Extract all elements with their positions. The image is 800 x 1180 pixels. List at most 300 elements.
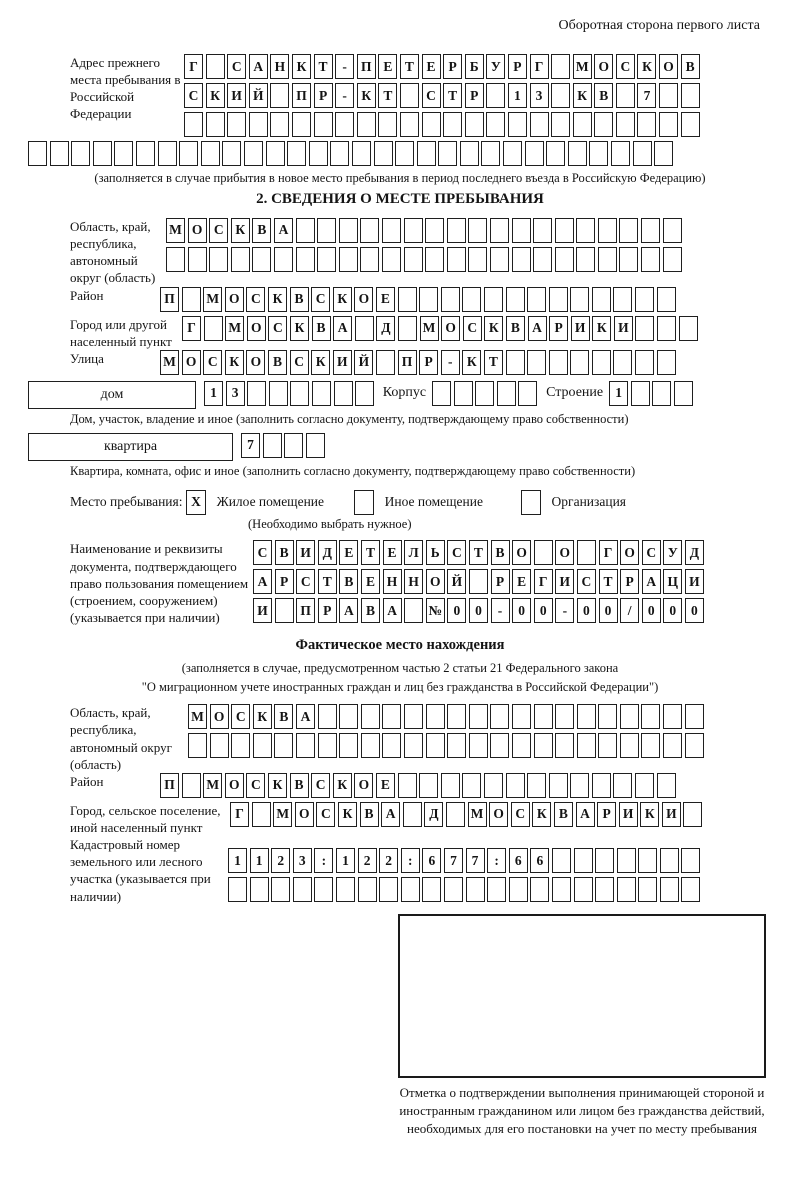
checkbox-other-premises xyxy=(354,490,374,515)
option-other-premises-label: Иное помещение xyxy=(384,493,483,509)
char-box: Е xyxy=(378,54,397,79)
char-box: О xyxy=(225,773,244,798)
char-box xyxy=(635,287,654,312)
char-box xyxy=(50,141,69,166)
char-box xyxy=(573,112,592,137)
char-box xyxy=(339,704,358,729)
char-box: Е xyxy=(376,287,395,312)
char-box xyxy=(657,773,676,798)
char-box xyxy=(336,877,355,902)
char-box xyxy=(659,83,678,108)
char-box xyxy=(570,773,589,798)
char-box xyxy=(400,83,419,108)
char-box: О xyxy=(441,316,460,341)
char-box xyxy=(616,112,635,137)
char-box xyxy=(312,381,331,406)
char-box xyxy=(589,141,608,166)
char-box xyxy=(432,381,451,406)
char-box: - xyxy=(335,83,354,108)
char-box: А xyxy=(339,598,358,623)
region-block xyxy=(8,218,792,287)
char-box: Л xyxy=(404,540,423,565)
char-box xyxy=(616,83,635,108)
char-box: В xyxy=(360,802,379,827)
char-box: И xyxy=(685,569,704,594)
char-box xyxy=(490,247,509,272)
actual-region-label: Область, край, республика, автономный округ (область) xyxy=(70,705,172,772)
char-box xyxy=(592,350,611,375)
char-box xyxy=(552,877,571,902)
stamp-caption: Отметка о подтверждении выполнения принимающей стороной и иностранным гражданином или лицом без гражданства действий, необходимых для его постановки на учет по месту пребывания xyxy=(399,1085,765,1136)
char-box: А xyxy=(253,569,272,594)
char-box: 2 xyxy=(358,848,377,873)
char-box xyxy=(179,141,198,166)
actual-region-block xyxy=(8,704,792,773)
char-box xyxy=(594,112,613,137)
char-box: Р xyxy=(620,569,639,594)
char-box: О xyxy=(555,540,574,565)
char-box: К xyxy=(573,83,592,108)
char-box xyxy=(188,733,207,758)
char-box: - xyxy=(555,598,574,623)
char-box xyxy=(269,381,288,406)
char-box xyxy=(506,773,525,798)
char-box xyxy=(598,247,617,272)
char-box: К xyxy=(231,218,250,243)
char-box xyxy=(398,773,417,798)
document-row-1 xyxy=(253,540,706,565)
char-box: В xyxy=(275,540,294,565)
char-box: И xyxy=(555,569,574,594)
char-box: К xyxy=(268,773,287,798)
district-label: Район xyxy=(70,287,104,303)
region-row-1 xyxy=(166,218,684,243)
char-box: В xyxy=(554,802,573,827)
char-box: И xyxy=(227,83,246,108)
char-box xyxy=(460,141,479,166)
document-row-2 xyxy=(253,569,706,594)
char-box xyxy=(657,316,676,341)
char-box: 0 xyxy=(512,598,531,623)
char-box: А xyxy=(383,598,402,623)
char-box xyxy=(598,704,617,729)
char-box: 0 xyxy=(447,598,466,623)
char-box xyxy=(244,141,263,166)
char-box: О xyxy=(594,54,613,79)
char-box xyxy=(417,141,436,166)
char-box xyxy=(376,350,395,375)
char-box xyxy=(400,112,419,137)
char-box xyxy=(293,877,312,902)
char-box xyxy=(657,287,676,312)
char-box xyxy=(619,218,638,243)
char-box xyxy=(681,83,700,108)
char-box xyxy=(577,540,596,565)
char-box: Т xyxy=(314,54,333,79)
char-box xyxy=(576,247,595,272)
char-box xyxy=(454,381,473,406)
char-box: 0 xyxy=(685,598,704,623)
char-box xyxy=(317,218,336,243)
char-box xyxy=(486,83,505,108)
char-box xyxy=(635,316,654,341)
street-label: Улица xyxy=(70,350,104,366)
char-box: 7 xyxy=(637,83,656,108)
char-box xyxy=(620,704,639,729)
char-box: 1 xyxy=(250,848,269,873)
char-box: С xyxy=(616,54,635,79)
char-box xyxy=(685,704,704,729)
char-box: С xyxy=(463,316,482,341)
char-box xyxy=(446,802,465,827)
char-box xyxy=(426,733,445,758)
char-box xyxy=(274,247,293,272)
char-box: М xyxy=(273,802,292,827)
char-box xyxy=(509,877,528,902)
char-box xyxy=(253,733,272,758)
prev-address-row-4 xyxy=(28,141,792,166)
char-box xyxy=(530,877,549,902)
char-box: 2 xyxy=(271,848,290,873)
char-box xyxy=(249,112,268,137)
char-box: Е xyxy=(361,569,380,594)
char-box: 0 xyxy=(663,598,682,623)
char-box xyxy=(486,112,505,137)
char-box: - xyxy=(491,598,510,623)
char-box xyxy=(274,733,293,758)
char-box xyxy=(503,141,522,166)
char-box: 6 xyxy=(509,848,528,873)
char-box: С xyxy=(203,350,222,375)
char-box xyxy=(378,112,397,137)
char-box: 0 xyxy=(599,598,618,623)
char-box xyxy=(227,112,246,137)
char-box xyxy=(275,598,294,623)
char-box xyxy=(555,704,574,729)
char-box xyxy=(444,877,463,902)
char-box xyxy=(379,877,398,902)
actual-district-block xyxy=(8,773,792,802)
char-box xyxy=(222,141,241,166)
char-box: М xyxy=(468,802,487,827)
korpus-label: Корпус xyxy=(382,384,427,400)
char-box: К xyxy=(338,802,357,827)
char-box xyxy=(527,287,546,312)
char-box xyxy=(355,381,374,406)
char-box xyxy=(201,141,220,166)
char-box: Т xyxy=(378,83,397,108)
char-box xyxy=(527,350,546,375)
char-box xyxy=(403,802,422,827)
char-box: В xyxy=(491,540,510,565)
char-box: А xyxy=(642,569,661,594)
char-box xyxy=(527,773,546,798)
char-box: О xyxy=(659,54,678,79)
house-note: Дом, участок, владение и иное (заполнить согласно документу, подтверждающему право собственности) xyxy=(70,411,629,426)
apartment-note: Квартира, комната, офис и иное (заполнить согласно документу, подтверждающему право собственности) xyxy=(70,463,636,478)
char-box xyxy=(549,773,568,798)
char-box: Н xyxy=(404,569,423,594)
char-box xyxy=(318,733,337,758)
char-box xyxy=(592,773,611,798)
char-box xyxy=(674,381,693,406)
city-label: Город или другой населенный пункт xyxy=(70,316,172,349)
char-box: А xyxy=(274,218,293,243)
char-box xyxy=(419,287,438,312)
char-box: А xyxy=(249,54,268,79)
char-box: С xyxy=(227,54,246,79)
char-box: С xyxy=(209,218,228,243)
char-box xyxy=(441,287,460,312)
char-box xyxy=(252,247,271,272)
stamp-area xyxy=(398,914,766,1078)
house-block xyxy=(8,381,792,410)
section2-title: 2. СВЕДЕНИЯ О МЕСТЕ ПРЕБЫВАНИЯ xyxy=(256,190,544,207)
char-box xyxy=(549,287,568,312)
char-box xyxy=(447,247,466,272)
char-box xyxy=(681,848,700,873)
char-box: - xyxy=(335,54,354,79)
char-box: 7 xyxy=(444,848,463,873)
char-box: С xyxy=(184,83,203,108)
char-box: Д xyxy=(685,540,704,565)
char-box xyxy=(530,112,549,137)
char-box: И xyxy=(296,540,315,565)
prev-address-row-3 xyxy=(184,112,702,137)
char-box xyxy=(685,733,704,758)
char-box xyxy=(598,733,617,758)
char-box xyxy=(404,247,423,272)
char-box xyxy=(620,733,639,758)
char-box xyxy=(490,218,509,243)
char-box: Т xyxy=(484,350,503,375)
char-box xyxy=(631,381,650,406)
char-box xyxy=(484,773,503,798)
char-box xyxy=(425,218,444,243)
char-box: С xyxy=(642,540,661,565)
char-box xyxy=(683,802,702,827)
prev-address-row-1 xyxy=(184,54,702,79)
char-box xyxy=(659,112,678,137)
char-box xyxy=(570,287,589,312)
char-box: К xyxy=(640,802,659,827)
char-box: П xyxy=(160,287,179,312)
char-box: И xyxy=(571,316,590,341)
char-box xyxy=(158,141,177,166)
stroenie-label: Строение xyxy=(546,384,604,400)
char-box: 2 xyxy=(379,848,398,873)
char-box: Г xyxy=(530,54,549,79)
char-box xyxy=(317,247,336,272)
char-box: К xyxy=(311,350,330,375)
char-box xyxy=(577,733,596,758)
option-organization-label: Организация xyxy=(551,493,627,509)
char-box xyxy=(551,54,570,79)
char-box xyxy=(551,112,570,137)
char-box: Р xyxy=(318,598,337,623)
char-box: О xyxy=(188,218,207,243)
char-box: - xyxy=(441,350,460,375)
char-box xyxy=(506,287,525,312)
char-box: 0 xyxy=(469,598,488,623)
char-box: К xyxy=(357,83,376,108)
region-label: Область, край, республика, автономный округ (область) xyxy=(70,218,156,286)
char-box xyxy=(270,112,289,137)
char-box xyxy=(568,141,587,166)
char-box: А xyxy=(333,316,352,341)
char-box xyxy=(296,247,315,272)
char-box xyxy=(570,350,589,375)
char-box: 1 xyxy=(336,848,355,873)
stay-type-block xyxy=(8,490,792,515)
char-box: С xyxy=(316,802,335,827)
char-box: В xyxy=(268,350,287,375)
char-box: Е xyxy=(376,773,395,798)
char-box xyxy=(633,141,652,166)
char-box: С xyxy=(268,316,287,341)
char-box xyxy=(247,381,266,406)
char-box xyxy=(271,877,290,902)
char-box xyxy=(518,381,537,406)
char-box xyxy=(617,848,636,873)
char-box: К xyxy=(268,287,287,312)
char-box xyxy=(398,287,417,312)
char-box xyxy=(577,704,596,729)
char-box: П xyxy=(296,598,315,623)
char-box: И xyxy=(619,802,638,827)
checkbox-organization xyxy=(521,490,541,515)
char-box xyxy=(613,287,632,312)
char-box: М xyxy=(203,287,222,312)
char-box xyxy=(355,316,374,341)
char-box xyxy=(660,877,679,902)
char-box: Г xyxy=(599,540,618,565)
actual-city-label: Город, сельское поселение, иной населенный пункт xyxy=(70,802,221,835)
char-box: Р xyxy=(275,569,294,594)
apartment-cells xyxy=(241,433,327,458)
char-box xyxy=(546,141,565,166)
char-box xyxy=(352,141,371,166)
char-box xyxy=(533,247,552,272)
char-box xyxy=(361,704,380,729)
district-row xyxy=(160,287,678,312)
char-box xyxy=(206,112,225,137)
char-box xyxy=(357,112,376,137)
char-box: Д xyxy=(424,802,443,827)
char-box xyxy=(382,704,401,729)
char-box xyxy=(617,877,636,902)
char-box: В xyxy=(339,569,358,594)
char-box xyxy=(534,733,553,758)
char-box xyxy=(188,247,207,272)
char-box xyxy=(613,773,632,798)
document-block xyxy=(8,540,792,627)
char-box: Р xyxy=(491,569,510,594)
char-box xyxy=(284,433,303,458)
char-box xyxy=(663,704,682,729)
char-box xyxy=(360,247,379,272)
char-box: 0 xyxy=(534,598,553,623)
city-block xyxy=(8,316,792,350)
char-box: 3 xyxy=(530,83,549,108)
actual-region-row-2 xyxy=(188,733,706,758)
char-box xyxy=(441,773,460,798)
char-box xyxy=(469,733,488,758)
char-box: К xyxy=(462,350,481,375)
char-box xyxy=(663,218,682,243)
char-box: 7 xyxy=(466,848,485,873)
char-box: 0 xyxy=(642,598,661,623)
char-box xyxy=(506,350,525,375)
char-box xyxy=(681,112,700,137)
char-box xyxy=(210,733,229,758)
char-box: К xyxy=(290,316,309,341)
actual-location-note-1: (заполняется в случае, предусмотренном частью 2 статьи 21 Федерального закона xyxy=(181,661,619,676)
char-box: М xyxy=(203,773,222,798)
document-row-3 xyxy=(253,598,706,623)
char-box: / xyxy=(620,598,639,623)
char-box xyxy=(638,877,657,902)
prev-address-label: Адрес прежнего места пребывания в Российской Федерации xyxy=(70,55,181,122)
char-box xyxy=(657,350,676,375)
char-box xyxy=(382,247,401,272)
char-box: 0 xyxy=(577,598,596,623)
char-box xyxy=(595,877,614,902)
char-box: С xyxy=(422,83,441,108)
checkbox-residential: X xyxy=(186,490,206,515)
char-box xyxy=(512,704,531,729)
char-box xyxy=(422,877,441,902)
char-box: Ь xyxy=(426,540,445,565)
char-box: Г xyxy=(182,316,201,341)
char-box: О xyxy=(210,704,229,729)
char-box: К xyxy=(253,704,272,729)
char-box xyxy=(296,218,315,243)
char-box xyxy=(641,733,660,758)
char-box xyxy=(555,733,574,758)
char-box: К xyxy=(333,287,352,312)
char-box xyxy=(490,733,509,758)
char-box: В xyxy=(361,598,380,623)
char-box xyxy=(422,112,441,137)
char-box: О xyxy=(620,540,639,565)
char-box: О xyxy=(354,773,373,798)
char-box xyxy=(398,316,417,341)
char-box xyxy=(611,141,630,166)
char-box: М xyxy=(420,316,439,341)
char-box xyxy=(555,218,574,243)
char-box: М xyxy=(160,350,179,375)
char-box xyxy=(419,773,438,798)
char-box xyxy=(263,433,282,458)
char-box xyxy=(534,540,553,565)
char-box: Й xyxy=(354,350,373,375)
char-box xyxy=(635,350,654,375)
house-number-cells xyxy=(204,381,377,406)
char-box xyxy=(228,877,247,902)
char-box: М xyxy=(225,316,244,341)
house-box: дом xyxy=(28,381,196,409)
char-box xyxy=(641,247,660,272)
char-box xyxy=(447,704,466,729)
char-box: О xyxy=(426,569,445,594)
char-box: С xyxy=(447,540,466,565)
char-box xyxy=(382,218,401,243)
char-box xyxy=(637,112,656,137)
cadastral-label: Кадастровый номер земельного или лесного участка (указывается при наличии) xyxy=(70,837,211,904)
char-box xyxy=(404,598,423,623)
char-box: Р xyxy=(508,54,527,79)
